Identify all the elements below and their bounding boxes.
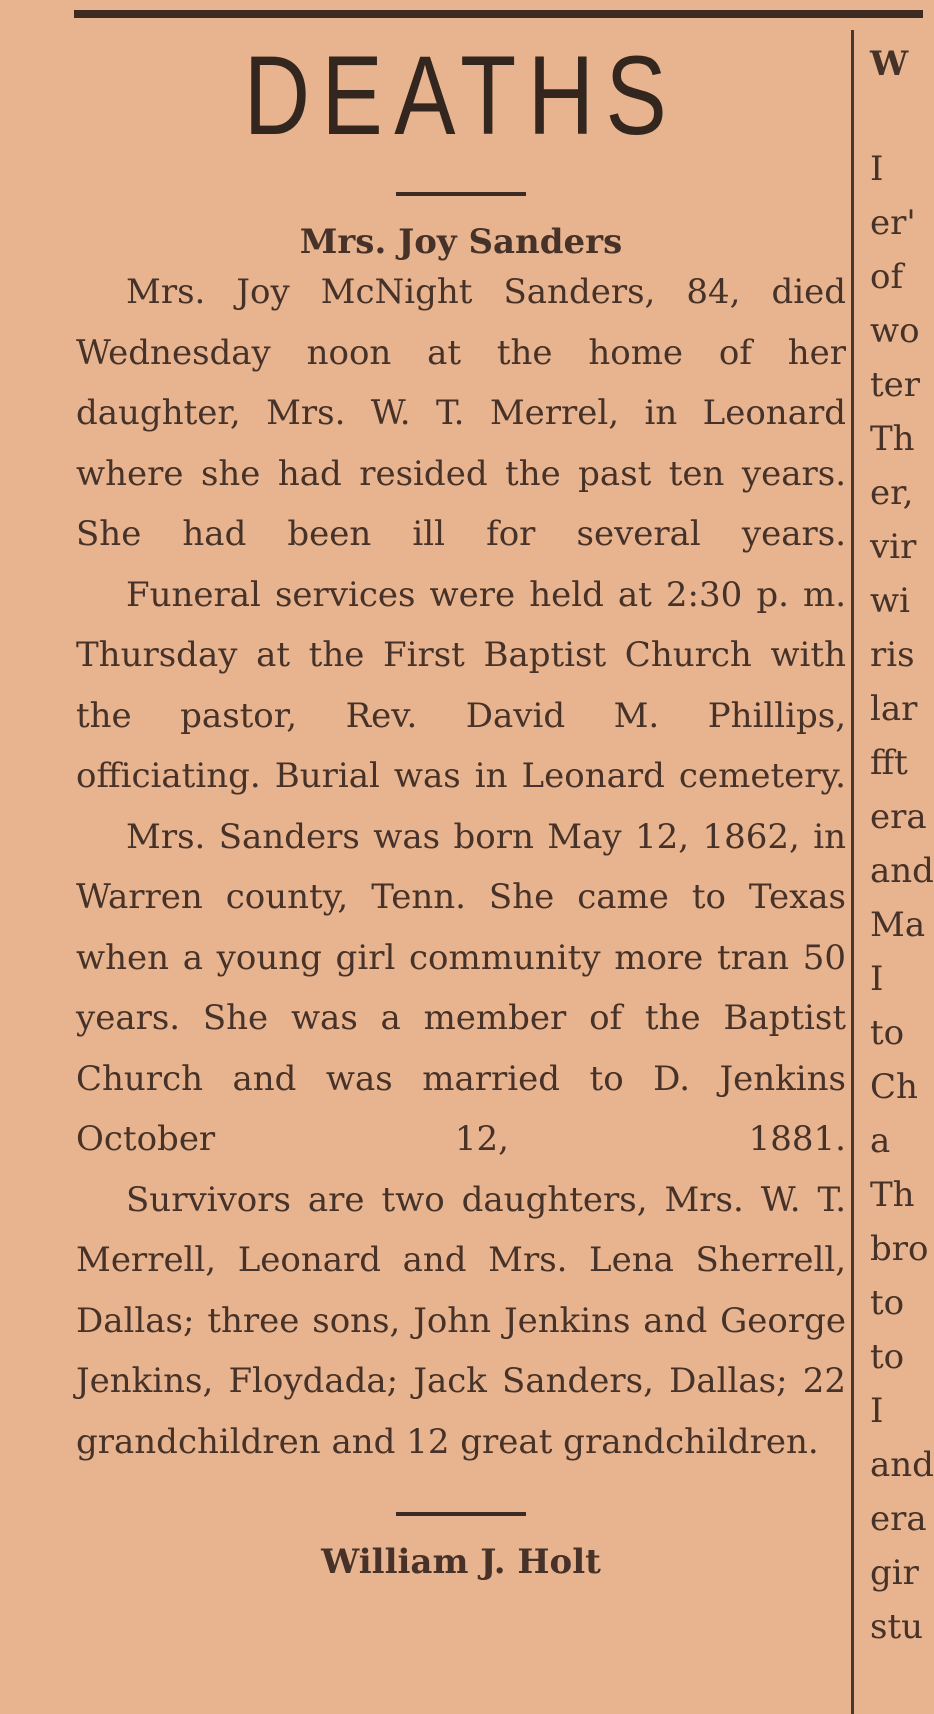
adjacent-line: I: [870, 1391, 884, 1431]
adjacent-line: to: [870, 1013, 905, 1053]
adjacent-line: era: [870, 1499, 927, 1539]
adjacent-line: Th: [870, 1175, 915, 1215]
adjacent-line: a: [870, 1121, 891, 1161]
adjacent-line: stu: [870, 1607, 924, 1647]
adjacent-line: Ch: [870, 1067, 918, 1107]
headline-rule: [396, 192, 526, 196]
adjacent-line: to: [870, 1283, 905, 1323]
adjacent-line: Ma: [870, 905, 926, 945]
adjacent-line: fft: [870, 743, 908, 783]
adjacent-column: [870, 40, 934, 1654]
top-rule: [74, 10, 923, 18]
adjacent-line: to: [870, 1337, 905, 1377]
adjacent-line: I: [870, 959, 884, 999]
adjacent-line: er': [870, 203, 916, 243]
obituary-body: [76, 262, 846, 1472]
adjacent-line: Th: [870, 419, 915, 459]
adjacent-line: gir: [870, 1553, 919, 1593]
adjacent-line: wi: [870, 581, 910, 621]
paragraph: Mrs. Sanders was born May 12, 1862, in Warren county, Tenn. She came to Texas when a young girl community more tran 50 years. She was a member of the Baptist Church and was married to D. Jenkins October 12, 1881.: [76, 816, 846, 1159]
adjacent-line: era: [870, 797, 927, 837]
adjacent-line: and: [870, 1445, 934, 1485]
adjacent-line: of: [870, 257, 904, 297]
adjacent-line: ris: [870, 635, 915, 675]
section-headline: DEATHS: [243, 33, 679, 158]
obituary-name: Mrs. Joy Sanders: [299, 222, 623, 262]
paragraph: Funeral services were held at 2:30 p. m. Thursday at the First Baptist Church with the pastor, Rev. David M. Phillips, officiating. Burial was in Leonard cemetery.: [76, 574, 846, 796]
adjacent-line: er,: [870, 473, 914, 513]
adjacent-line: and: [870, 851, 934, 891]
article-rule: [396, 1512, 526, 1516]
adjacent-line: ter: [870, 365, 921, 405]
adjacent-line: I: [870, 149, 884, 189]
adjacent-column-head: W: [870, 44, 909, 84]
paragraph: Survivors are two daughters, Mrs. W. T. Merrell, Leonard and Mrs. Lena Sherrell, Dallas; three sons, John Jenkins and George Jenkins, Floydada; Jack Sanders, Dallas; 22 grandchildren and 12 great grandchildren.: [76, 1179, 846, 1462]
adjacent-line: bro: [870, 1229, 929, 1269]
paragraph: Mrs. Joy McNight Sanders, 84, died Wednesday noon at the home of her daughter, Mrs. W. T. Merrel, in Leonard where she had resided the past ten years. She had been ill for several years.: [76, 272, 846, 554]
adjacent-line: vir: [870, 527, 917, 567]
deaths-column: [76, 33, 846, 1582]
adjacent-line: lar: [870, 689, 918, 729]
next-obituary-name: William J. Holt: [321, 1542, 601, 1582]
adjacent-line: wo: [870, 311, 920, 351]
column-divider: [851, 30, 854, 1714]
